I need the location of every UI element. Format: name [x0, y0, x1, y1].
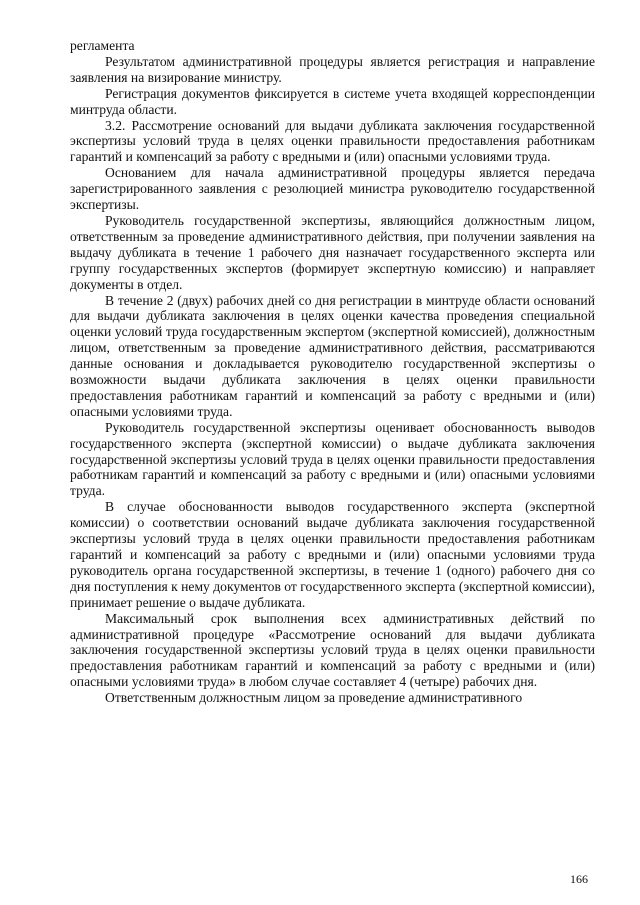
paragraph-decision: В случае обоснованности выводов государственного эксперта (экспертной комиссии) о соответствии оснований выдаче дубликата заключения государственной экспертизы условий труда в целях оценки правильности предоставления работникам гарантий и компенсаций за работу с вредными и (или) опасными условиями труда руководитель органа государственной экспертизы, в течение 1 (одного) рабочего дня со дня поступления к нему документов от государственного эксперта (экспертной комиссии), принимает решение о выдаче дубликата. — [70, 499, 596, 610]
section-heading-3-2: 3.2. Рассмотрение оснований для выдачи дубликата заключения государственной экспертизы условий труда в целях оценки правильности предоставления работникам гарантий и компенсаций за работу с вредными и (или) опасными условиями труда. — [70, 117, 595, 165]
paragraph-basis: Основанием для начала административной процедуры является передача зарегистрированного заявления с резолюцией министра руководителю государственной экспертизы. — [70, 165, 595, 213]
paragraph-max-term: Максимальный срок выполнения всех административных действий по административной процедуре «Рассмотрение оснований для выдачи дубликата заключения государственной экспертизы условий труда в целях оценки правильности предоставления работникам гарантий и компенсаций за работу с вредными и (или) опасными условиями труда» в любом случае составляет 4 (четыре) рабочих дня. — [70, 610, 595, 690]
paragraph-two-days: В течение 2 (двух) рабочих дней со дня регистрации в минтруде области оснований для выдачи дубликата заключения в целях оценки качества проведения специальной оценки условий труда государственным экспертом (экспертной комиссией), должностным лицом, ответственным за проведение административного действия, рассматриваются данные основания и докладывается руководителю государственной экспертизы о возможности выдачи дубликата заключения в целях оценки правильности предоставления работникам гарантий и компенсаций за работу с вредными и (или) опасными условиями труда. — [70, 292, 595, 419]
paragraph-result: Результатом административной процедуры является регистрация и направление заявления на визирование министру. — [70, 53, 595, 85]
paragraph-evaluation: Руководитель государственной экспертизы оценивает обоснованность выводов государственного эксперта (экспертной комиссии) о выдаче дубликата заключения государственной экспертизы условий труда в целях оценки правильности предоставления работникам гарантий и компенсаций за работу с вредными и (или) опасными условиями труда. — [70, 419, 595, 499]
document-page — [70, 38, 595, 706]
paragraph-responsible-official: Ответственным должностным лицом за проведение административного — [105, 690, 523, 706]
page-number: 166 — [570, 872, 588, 886]
paragraph-continuation: регламента — [70, 38, 135, 53]
paragraph-head-of-expertise: Руководитель государственной экспертизы, являющийся должностным лицом, ответственным за проведение административного действия, при получении заявления на выдачу дубликата в течение 1 рабочего дня назначает государственного эксперта или группу государственных экспертов (формирует экспертную комиссию) и направляет документы в отдел. — [70, 212, 595, 292]
paragraph-registration: Регистрация документов фиксируется в системе учета входящей корреспонденции минтруда области. — [70, 85, 595, 117]
